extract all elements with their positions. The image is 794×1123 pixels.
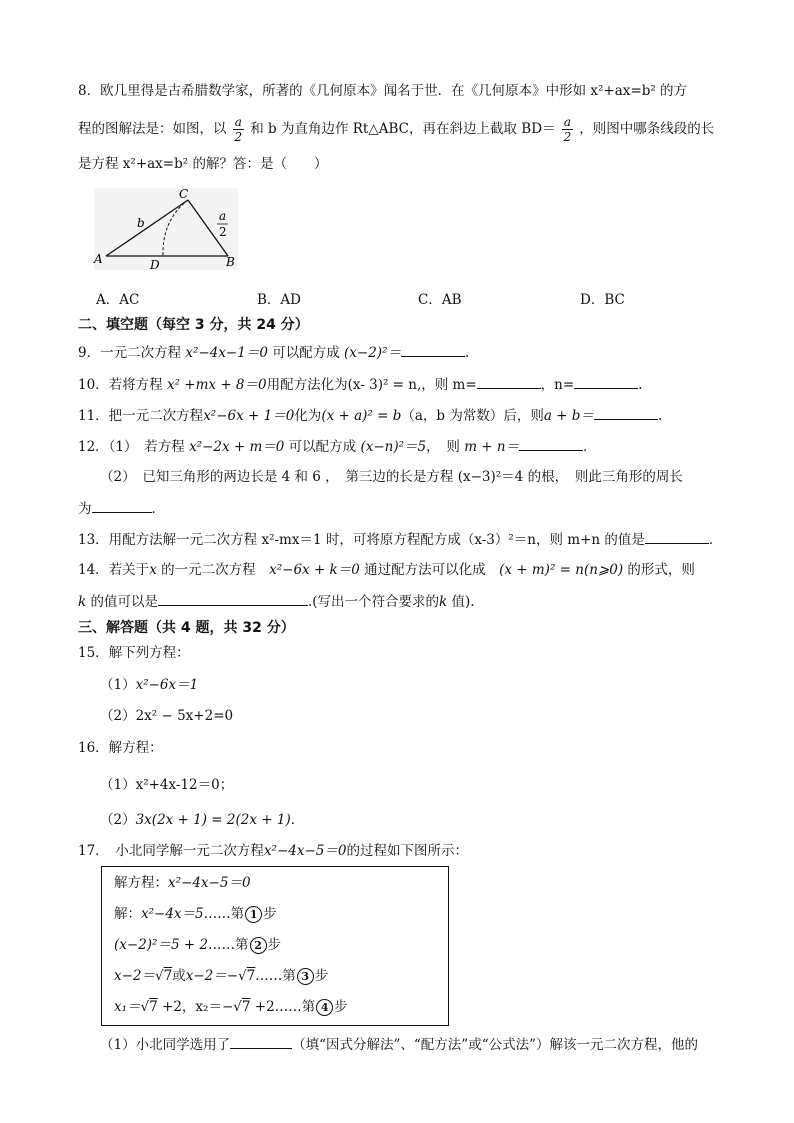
q9-answer-blank[interactable] bbox=[401, 342, 465, 357]
q16-title: 16．解方程： bbox=[78, 740, 163, 756]
box-step-suffix: 步 bbox=[263, 906, 277, 922]
q12-part2-line1: （2） 已知三角形的两边长是 4 和 6 ， 第三边的长是方程 (x−3)²＝4 的根， 则此三角形的周长 bbox=[100, 469, 683, 485]
frac-numerator: a bbox=[234, 115, 242, 129]
box-step-text: ……第 bbox=[203, 906, 245, 922]
q15-part1-label: （1） bbox=[100, 677, 136, 693]
option-c[interactable]: C．AB bbox=[418, 292, 462, 308]
section-fill-in-heading: 二、填空题（每空 3 分，共 24 分） bbox=[78, 317, 309, 333]
q8-line2 bbox=[78, 115, 714, 144]
q11-equation: x²−6x + 1＝0 bbox=[203, 408, 295, 424]
q14-equation-2: (x + m)² = n(n⩾0) bbox=[499, 562, 624, 578]
q9-period: . bbox=[464, 345, 470, 361]
q10-text: 10．若将方程 bbox=[78, 377, 167, 393]
q10-m-blank[interactable] bbox=[477, 374, 541, 389]
frac-denominator: 2 bbox=[563, 130, 572, 144]
sqrt-radicand: 7 bbox=[241, 999, 251, 1015]
q10-text-3: ，n= bbox=[540, 377, 575, 393]
sqrt-icon: √ bbox=[238, 968, 247, 984]
box-step-text: ……第 bbox=[208, 937, 249, 953]
q8-line2-a: 程的图解法是：如图，以 bbox=[78, 121, 227, 137]
box-step-text: ……第 bbox=[274, 999, 316, 1015]
q15-part1-equation: x²−6x＝1 bbox=[135, 677, 199, 693]
q11 bbox=[78, 405, 662, 426]
sqrt-icon: √ bbox=[155, 968, 164, 984]
box-equation: x−2＝ bbox=[114, 968, 156, 984]
q11-equation-2: (x + a)² = b bbox=[321, 408, 402, 424]
box-step-suffix: 步 bbox=[267, 937, 282, 953]
q14-text-3: 通过配方法可以化成 bbox=[359, 562, 500, 578]
label-c: C bbox=[179, 187, 189, 201]
q9-equation-2: (x−2)²＝ bbox=[344, 345, 401, 361]
q12-part2-blank[interactable] bbox=[92, 498, 152, 513]
box-line-4 bbox=[114, 966, 328, 986]
q12-period: ． bbox=[583, 439, 597, 455]
q14-equation: x²−6x + k＝0 bbox=[269, 562, 360, 578]
fraction-a-over-2 bbox=[233, 115, 244, 144]
box-equation: +2 bbox=[250, 999, 275, 1015]
sqrt-radicand: 7 bbox=[246, 968, 256, 984]
box-equation: x−2＝− bbox=[185, 968, 239, 984]
frac-denominator: 2 bbox=[234, 130, 243, 144]
q11-text-2: 化为 bbox=[294, 408, 322, 424]
q13-period: ． bbox=[708, 532, 723, 548]
q11-text-3: （a，b 为常数）后，则 bbox=[401, 408, 544, 424]
q12-part2-text: 为 bbox=[78, 501, 92, 517]
box-equation: x²−4x−5＝0 bbox=[168, 875, 251, 891]
q14-text-6: .(写出一个符合要求的 bbox=[307, 594, 440, 610]
q9-text-2: 可以配方成 bbox=[267, 345, 345, 361]
q12-text-3: ， 则 bbox=[426, 439, 465, 455]
q16-part2-period: ． bbox=[290, 812, 305, 828]
q17-part1-text-2: （填“因式分解法”、“配方法”或“公式法”）解该一元二次方程，他的 bbox=[292, 1037, 699, 1053]
q14-text-7: 值). bbox=[447, 594, 475, 610]
sqrt-icon: √ bbox=[140, 999, 150, 1015]
option-a[interactable]: A．AC bbox=[96, 292, 140, 308]
q12-part1 bbox=[78, 436, 597, 457]
q8-line2-c: ，则图中哪条线段的长 bbox=[579, 121, 715, 137]
label-b: B bbox=[226, 255, 235, 269]
box-text: 解方程： bbox=[114, 875, 168, 891]
q11-period: . bbox=[657, 408, 663, 424]
q15-title: 15．解下列方程： bbox=[78, 645, 190, 661]
q14-answer-blank[interactable] bbox=[158, 591, 308, 606]
q14-text-4: 的形式，则 bbox=[623, 562, 695, 578]
option-d[interactable]: D．BC bbox=[580, 292, 625, 308]
q10-n-blank[interactable] bbox=[574, 374, 638, 389]
q16-part2-label: （2） bbox=[100, 812, 136, 828]
sqrt-radicand: 7 bbox=[149, 999, 158, 1015]
q10 bbox=[78, 374, 642, 395]
box-line-3 bbox=[114, 935, 281, 955]
q10-equation: x² +mx + 8＝0 bbox=[166, 377, 267, 393]
box-equation: +2，x₂＝− bbox=[157, 999, 234, 1015]
q17-text-2: 的过程如下图所示： bbox=[346, 843, 468, 859]
q13-answer-blank[interactable] bbox=[645, 529, 709, 544]
box-step-suffix: 步 bbox=[334, 999, 348, 1015]
q14-line2 bbox=[78, 591, 475, 612]
q15-part1 bbox=[100, 675, 198, 695]
q12-equation: x²−2x + m＝0 bbox=[189, 439, 285, 455]
box-text: 或 bbox=[172, 968, 186, 984]
q17-part1-text: （1）小北同学选用了 bbox=[100, 1037, 231, 1053]
q12-text-2: 可以配方成 bbox=[284, 439, 361, 455]
q12-part2-line2 bbox=[78, 498, 165, 519]
q12-equation-2: (x−n)²＝5 bbox=[360, 439, 427, 455]
step-3-circle: 3 bbox=[297, 968, 314, 985]
q14-var-k: k bbox=[78, 594, 87, 610]
box-line-2 bbox=[114, 904, 277, 924]
frac-numerator: a bbox=[563, 115, 571, 129]
q14-var-k-2: k bbox=[439, 594, 448, 610]
q12-text: 12．（1） 若方程 bbox=[78, 439, 190, 455]
q13-text: 13．用配方法解一元二次方程 x²-mx＝1 时，可将原方程配方成（x-3）²＝n，则 m+n 的值是 bbox=[78, 532, 645, 548]
q15-part2: （2）2x² − 5x+2=0 bbox=[100, 708, 234, 724]
box-line-5 bbox=[114, 997, 348, 1017]
section-solve-heading: 三、解答题（共 4 题，共 32 分） bbox=[78, 620, 295, 636]
q11-answer-blank[interactable] bbox=[594, 405, 658, 420]
q9-equation: x²−4x−1＝0 bbox=[185, 345, 268, 361]
q11-equation-3: a + b＝ bbox=[543, 408, 594, 424]
box-step-suffix: 步 bbox=[314, 968, 329, 984]
box-line-1 bbox=[114, 873, 251, 893]
label-b-side: b bbox=[137, 216, 145, 230]
q10-text-2: 用配方法化为(x- 3)² = n,，则 m= bbox=[266, 377, 477, 393]
solution-process-box bbox=[101, 866, 449, 1026]
box-equation: (x−2)²＝5 + 2 bbox=[114, 937, 209, 953]
step-1-circle: 1 bbox=[245, 906, 262, 923]
figure-background bbox=[94, 188, 238, 270]
q17-text: 17． 小北同学解一元二次方程 bbox=[78, 843, 264, 859]
label-a-den: 2 bbox=[219, 225, 227, 239]
label-a-num: a bbox=[219, 209, 227, 223]
box-equation: x²−4x＝5 bbox=[141, 906, 204, 922]
fraction-a-over-2-bd bbox=[562, 115, 573, 144]
step-4-circle: 4 bbox=[316, 999, 333, 1016]
q17-part1 bbox=[100, 1034, 698, 1055]
q17-title bbox=[78, 841, 468, 861]
q12-answer-blank[interactable] bbox=[519, 436, 583, 451]
sqrt-icon: √ bbox=[233, 999, 242, 1015]
q9 bbox=[78, 342, 469, 363]
box-step-text: ……第 bbox=[255, 968, 296, 984]
q13 bbox=[78, 529, 722, 550]
q14-var-x: x bbox=[149, 562, 157, 578]
q14-text-2: 的一元二次方程 bbox=[156, 562, 270, 578]
box-equation: x₁＝ bbox=[114, 999, 141, 1015]
label-a: A bbox=[94, 252, 103, 266]
box-text: 解： bbox=[114, 906, 141, 922]
step-2-circle: 2 bbox=[250, 937, 267, 954]
option-b[interactable]: B．AD bbox=[257, 292, 301, 308]
q12-equation-3: m + n＝ bbox=[464, 439, 520, 455]
q8-line1: 8．欧几里得是古希腊数学家，所著的《几何原本》闻名于世．在《几何原本》中形如 x²+ax=b² 的方 bbox=[78, 83, 688, 99]
q17-equation: x²−4x−5＝0 bbox=[263, 843, 347, 859]
q9-text: 9．一元二次方程 bbox=[78, 345, 186, 361]
sqrt-radicand: 7 bbox=[163, 968, 173, 984]
q16-part1: （1）x²+4x-12＝0； bbox=[100, 777, 234, 793]
q11-text: 11．把一元二次方程 bbox=[78, 408, 204, 424]
q14-text: 14．若关于 bbox=[78, 562, 150, 578]
triangle-figure bbox=[90, 186, 242, 272]
q8-line2-b: 和 b 为直角边作 Rt△ABC，再在斜边上截取 BD＝ bbox=[250, 121, 556, 137]
q14-line1 bbox=[78, 560, 695, 580]
q14-text-5: 的值可以是 bbox=[86, 594, 158, 610]
q17-method-blank[interactable] bbox=[230, 1034, 292, 1049]
label-d: D bbox=[150, 258, 160, 272]
q16-part2-equation: 3x(2x + 1) = 2(2x + 1) bbox=[135, 812, 291, 828]
q10-period: . bbox=[638, 377, 643, 393]
q8-line3: 是方程 x²+ax=b² 的解？答：是（ ） bbox=[78, 156, 328, 172]
q16-part2 bbox=[100, 810, 304, 830]
q12-part2-period: ． bbox=[151, 501, 165, 517]
